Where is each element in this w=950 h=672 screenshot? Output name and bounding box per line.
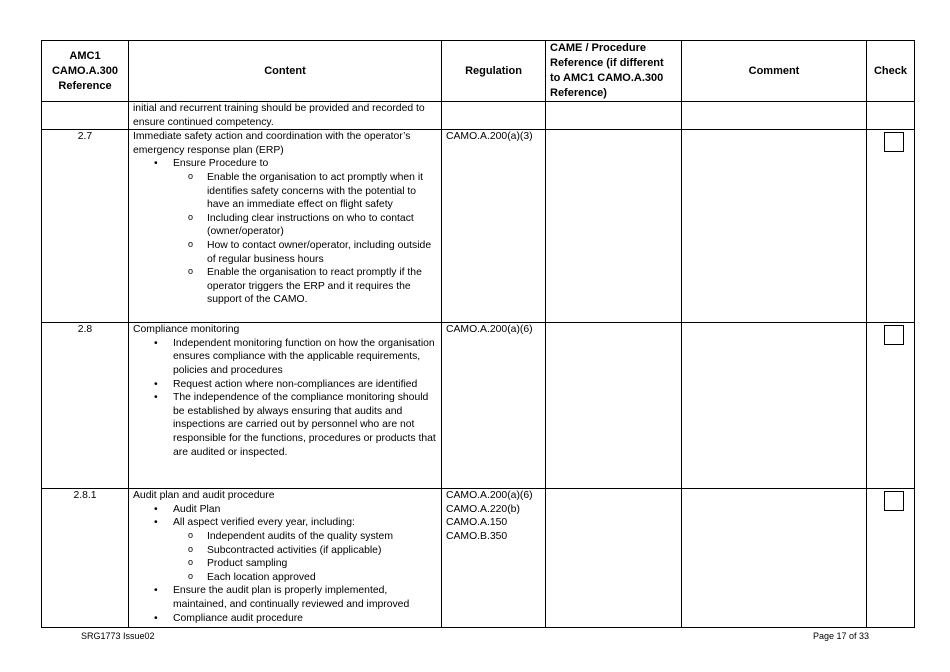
list-item: • Ensure Procedure to	[133, 157, 437, 171]
row-regulation	[442, 323, 546, 489]
page-number: Page 17 of 33	[813, 631, 870, 641]
list-item: o How to contact owner/operator, including outside of regular business hours	[133, 239, 437, 266]
comment-cell[interactable]	[682, 489, 867, 628]
list-item: o Enable the organisation to react promptly if the operator triggers the ERP and it requires the support of the CAMO.	[133, 266, 437, 307]
list-item: • Independent monitoring function on how the organisation ensures compliance with the applicable requirements, policies and procedures	[133, 337, 437, 378]
regulation-ref: CAMO.A.200(a)(6)	[446, 490, 533, 502]
row-content	[129, 489, 442, 628]
comment-cell[interactable]	[682, 102, 867, 130]
regulation-ref: CAMO.A.200(a)(6)	[446, 324, 533, 336]
check-cell	[867, 130, 915, 323]
check-cell	[867, 489, 915, 628]
list-item: • Ensure the audit plan is properly implemented, maintained, and continually reviewed and improved	[133, 584, 437, 611]
row-reference: 2.7	[42, 130, 129, 323]
table-row	[42, 130, 915, 323]
header-regulation: Regulation	[442, 41, 546, 102]
bullet-list	[133, 337, 437, 459]
check-cell	[867, 323, 915, 489]
regulation-ref: CAMO.A.150	[446, 517, 508, 529]
list-item: • All aspect verified every year, including:	[133, 516, 437, 530]
header-comment: Comment	[682, 41, 867, 102]
row-reference: 2.8	[42, 323, 129, 489]
came-reference-cell[interactable]	[546, 130, 682, 323]
row-content	[129, 130, 442, 323]
content-intro: Compliance monitoring	[133, 324, 240, 336]
list-item: • Audit Plan	[133, 503, 437, 517]
list-item: o Including clear instructions on who to contact (owner/operator)	[133, 212, 437, 239]
check-checkbox[interactable]	[884, 132, 904, 152]
row-content	[129, 323, 442, 489]
row-regulation	[442, 130, 546, 323]
row-content	[129, 102, 442, 130]
list-item: • The independence of the compliance monitoring should be established by always ensuring that audits and inspections are carried out by personnel who are not responsible for the functions, procedures or products that are audited or inspected.	[133, 391, 437, 459]
check-checkbox[interactable]	[884, 325, 904, 345]
came-reference-cell[interactable]	[546, 323, 682, 489]
came-reference-cell[interactable]	[546, 102, 682, 130]
list-item: o Subcontracted activities (if applicable)	[133, 544, 437, 558]
bullet-list	[133, 503, 437, 625]
table-row	[42, 102, 915, 130]
compliance-checklist-table	[41, 40, 915, 628]
list-item: o Product sampling	[133, 557, 437, 571]
came-reference-cell[interactable]	[546, 489, 682, 628]
content-text: initial and recurrent training should be provided and recorded to ensure continued competency.	[133, 103, 425, 128]
header-check: Check	[867, 41, 915, 102]
table-header-row	[42, 41, 915, 102]
regulation-ref: CAMO.A.200(a)(3)	[446, 131, 533, 143]
list-item: • Compliance audit procedure	[133, 612, 437, 626]
header-content: Content	[129, 41, 442, 102]
check-cell	[867, 102, 915, 130]
list-item: o Independent audits of the quality system	[133, 530, 437, 544]
content-intro: Audit plan and audit procedure	[133, 490, 275, 502]
check-checkbox[interactable]	[884, 491, 904, 511]
header-reference: AMC1 CAMO.A.300 Reference	[42, 41, 129, 102]
regulation-ref: CAMO.A.220(b)	[446, 503, 520, 515]
comment-cell[interactable]	[682, 323, 867, 489]
comment-cell[interactable]	[682, 130, 867, 323]
list-item: o Each location approved	[133, 571, 437, 585]
table-row	[42, 323, 915, 489]
row-reference: 2.8.1	[42, 489, 129, 628]
bullet-list	[133, 157, 437, 307]
table-row	[42, 489, 915, 628]
content-intro: Immediate safety action and coordination with the operator’s emergency response plan (ERP)	[133, 131, 411, 156]
row-regulation	[442, 489, 546, 628]
list-item: • Request action where non-compliances are identified	[133, 378, 437, 392]
regulation-ref: CAMO.B.350	[446, 530, 508, 542]
row-reference	[42, 102, 129, 130]
row-regulation	[442, 102, 546, 130]
list-item: o Enable the organisation to act promptly when it identifies safety concerns with the potential to have an immediate effect on flight safety	[133, 171, 437, 212]
header-came-reference: CAME / Procedure Reference (if different to AMC1 CAMO.A.300 Reference)	[546, 41, 682, 102]
document-id: SRG1773 Issue02	[81, 631, 155, 641]
